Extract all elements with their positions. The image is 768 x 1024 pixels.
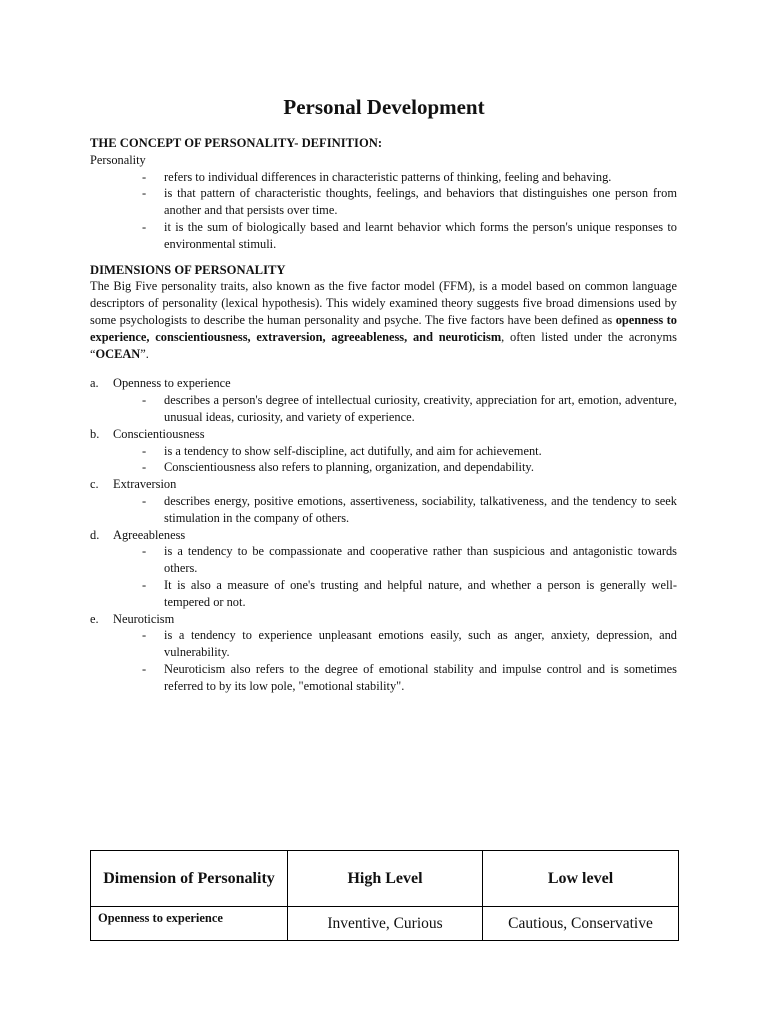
factor-neuroticism: e. Neuroticism - is a tendency to experience unpleasant emotions easily, such as anger, anxiety, depression, and vulnerability. - Neuroticism also refers to the degree of emotional stability and impulse control and is sometimes referred to by its low pole, "emotional stability". xyxy=(90,611,677,693)
list-item: - describes a person's degree of intellectual curiosity, creativity, appreciation for art, emotion, adventure, unusual ideas, curiosity, and variety of experience. xyxy=(142,393,677,424)
dash-bullet: - xyxy=(142,186,147,201)
dash-bullet: - xyxy=(142,219,147,234)
table-header-cell: High Level xyxy=(288,851,483,907)
factor-name: Openness to experience xyxy=(113,376,231,391)
dimensions-intro: The Big Five personality traits, also known as the five factor model (FFM), is a model based on common language descriptors of personality (lexical hypothesis). This widely examined theory suggests five broad dimensions used by some psychologists to describe the human personality and psyche. The five factors have been defined as openness to experience, conscientiousness, extraversion, agreeableness, and neuroticism, often listed under the acronyms “OCEAN”. xyxy=(90,279,677,361)
list-item: - is a tendency to show self-discipline, act dutifully, and aim for achievement. xyxy=(142,443,542,458)
concept-term: Personality xyxy=(90,152,146,167)
factor-name: Neuroticism xyxy=(113,611,175,626)
table-header-cell: Low level xyxy=(483,851,679,907)
factor-extraversion: c. Extraversion - describes energy, positive emotions, assertiveness, sociability, talkativeness, and the tendency to seek stimulation in the company of others. xyxy=(90,477,677,525)
definition-list xyxy=(90,169,677,253)
list-item: - is a tendency to experience unpleasant emotions easily, such as anger, anxiety, depression, and vulnerability. xyxy=(142,628,677,660)
concept-heading: THE CONCEPT OF PERSONALITY- DEFINITION: xyxy=(90,136,383,150)
personality-table xyxy=(90,850,679,941)
page-title: Personal Development xyxy=(283,95,485,119)
table-cell: Inventive, Curious xyxy=(288,907,483,941)
ocean-acronym: OCEAN xyxy=(95,346,141,361)
list-item: - refers to individual differences in characteristic patterns of thinking, feeling and behaving. xyxy=(142,169,612,184)
document-body xyxy=(90,135,677,695)
table-cell: Openness to experience xyxy=(91,907,288,941)
list-item: - It is also a measure of one's trusting and helpful nature, and whether a person is generally well-tempered or not. xyxy=(142,577,677,609)
list-item: - it is the sum of biologically based and learnt behavior which forms the person's unique responses to environmental stimuli. xyxy=(142,219,677,251)
ocean-traits: openness to experience, conscientiousness, extraversion, agreeableness, and neuroticism xyxy=(90,312,677,344)
table-header-cell: Dimension of Personality xyxy=(91,851,288,907)
factor-conscientiousness: b. Conscientiousness - is a tendency to show self-discipline, act dutifully, and aim for achievement. - Conscientiousness also refers to planning, organization, and dependability. xyxy=(90,426,677,476)
list-item: - describes energy, positive emotions, assertiveness, sociability, talkativeness, and the tendency to seek stimulation in the company of others. xyxy=(142,493,677,525)
table-row xyxy=(91,907,679,941)
list-item: - Neuroticism also refers to the degree of emotional stability and impulse control and is sometimes referred to by its low pole, "emotional stability". xyxy=(142,661,677,693)
factor-agreeableness: d. Agreeableness - is a tendency to be compassionate and cooperative rather than suspicious and antagonistic towards others. - It is also a measure of one's trusting and helpful nature, and whether a person is generally well-tempered or not. xyxy=(90,527,677,609)
factor-name: Agreeableness xyxy=(113,527,186,542)
factor-list xyxy=(90,375,677,694)
dimensions-heading: DIMENSIONS OF PERSONALITY xyxy=(90,262,286,277)
factor-openness: a. Openness to experience - describes a person's degree of intellectual curiosity, creativity, appreciation for art, emotion, adventure, unusual ideas, curiosity, and variety of experience. xyxy=(90,376,677,424)
list-item: - is a tendency to be compassionate and cooperative rather than suspicious and antagonistic towards others. xyxy=(142,544,677,576)
factor-name: Extraversion xyxy=(113,477,177,492)
list-item: - Conscientiousness also refers to planning, organization, and dependability. xyxy=(142,460,534,475)
factor-name: Conscientiousness xyxy=(113,426,205,441)
table-header-row xyxy=(91,851,679,907)
list-item: - is that pattern of characteristic thoughts, feelings, and behaviors that distinguishes one person from another and that persists over time. xyxy=(142,186,677,218)
dash-bullet: - xyxy=(142,169,147,184)
table-cell: Cautious, Conservative xyxy=(483,907,679,941)
